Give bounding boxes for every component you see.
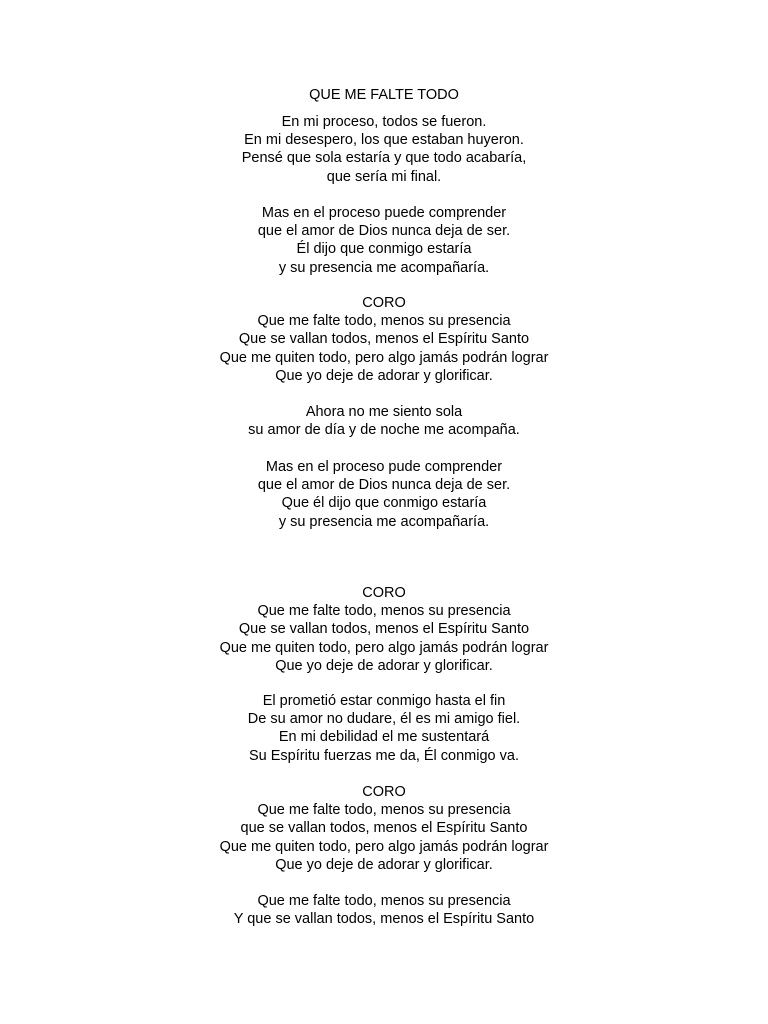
stanza-2 (0, 204, 768, 277)
stanza-6 (0, 892, 768, 928)
lyric-line: El prometió estar conmigo hasta el fin (262, 693, 506, 709)
lyric-line: Que él dijo que conmigo estaría (281, 495, 487, 512)
lyric-line: Pensé que sola estaría y que todo acabaría, (241, 150, 527, 167)
lyric-line: que el amor de Dios nunca deja de ser. (257, 223, 511, 240)
lyric-line: Su Espíritu fuerzas me da, Él conmigo va. (249, 747, 519, 764)
chorus-3 (0, 783, 768, 874)
lyric-line: En mi debilidad el me sustentará (278, 729, 490, 746)
lyric-line: su amor de día y de noche me acompaña. (248, 422, 520, 439)
stanza-3 (0, 403, 768, 439)
lyric-line: Que me falte todo, menos su presencia (257, 802, 511, 819)
chorus-heading: CORO (362, 295, 406, 311)
lyric-line: En mi desespero, los que estaban huyeron. (244, 132, 524, 149)
lyric-line: Ahora no me siento sola (305, 404, 463, 420)
lyric-line: De su amor no dudare, él es mi amigo fiel. (247, 711, 521, 728)
lyric-line: que se vallan todos, menos el Espíritu Santo (240, 820, 528, 837)
lyric-line: Que me quiten todo, pero algo jamás podrán lograr (219, 639, 549, 656)
lyric-line: Que se vallan todos, menos el Espíritu Santo (238, 331, 530, 348)
lyric-line: y su presencia me acompañaría. (278, 259, 490, 276)
stanza-4 (0, 458, 768, 531)
document-title: QUE ME FALTE TODO (309, 87, 459, 103)
lyric-line: Que se vallan todos, menos el Espíritu Santo (238, 621, 530, 638)
stanza-1 (0, 113, 768, 186)
lyric-line: y su presencia me acompañaría. (278, 513, 490, 530)
lyric-line: Que me falte todo, menos su presencia (257, 893, 511, 909)
lyric-line: Él dijo que conmigo estaría (296, 241, 472, 258)
lyric-line: En mi proceso, todos se fueron. (281, 114, 487, 130)
lyric-line: Que me falte todo, menos su presencia (257, 313, 511, 330)
lyric-line: Que yo deje de adorar y glorificar. (275, 367, 493, 384)
lyric-line: Mas en el proceso puede comprender (261, 205, 507, 221)
lyric-line: que sería mi final. (326, 168, 442, 185)
lyric-line: Mas en el proceso pude comprender (265, 459, 503, 475)
lyric-line: Y que se vallan todos, menos el Espíritu Santo (233, 911, 535, 928)
lyric-line: Que me falte todo, menos su presencia (257, 603, 511, 620)
lyric-line: que el amor de Dios nunca deja de ser. (257, 477, 511, 494)
chorus-heading: CORO (362, 784, 406, 800)
lyric-line: Que yo deje de adorar y glorificar. (275, 657, 493, 674)
stanza-5 (0, 692, 768, 765)
lyric-line: Que me quiten todo, pero algo jamás podrán lograr (219, 349, 549, 366)
chorus-2 (0, 584, 768, 675)
lyric-line: Que yo deje de adorar y glorificar. (275, 856, 493, 873)
chorus-heading: CORO (362, 585, 406, 601)
chorus-1 (0, 294, 768, 385)
lyric-line: Que me quiten todo, pero algo jamás podrán lograr (219, 838, 549, 855)
